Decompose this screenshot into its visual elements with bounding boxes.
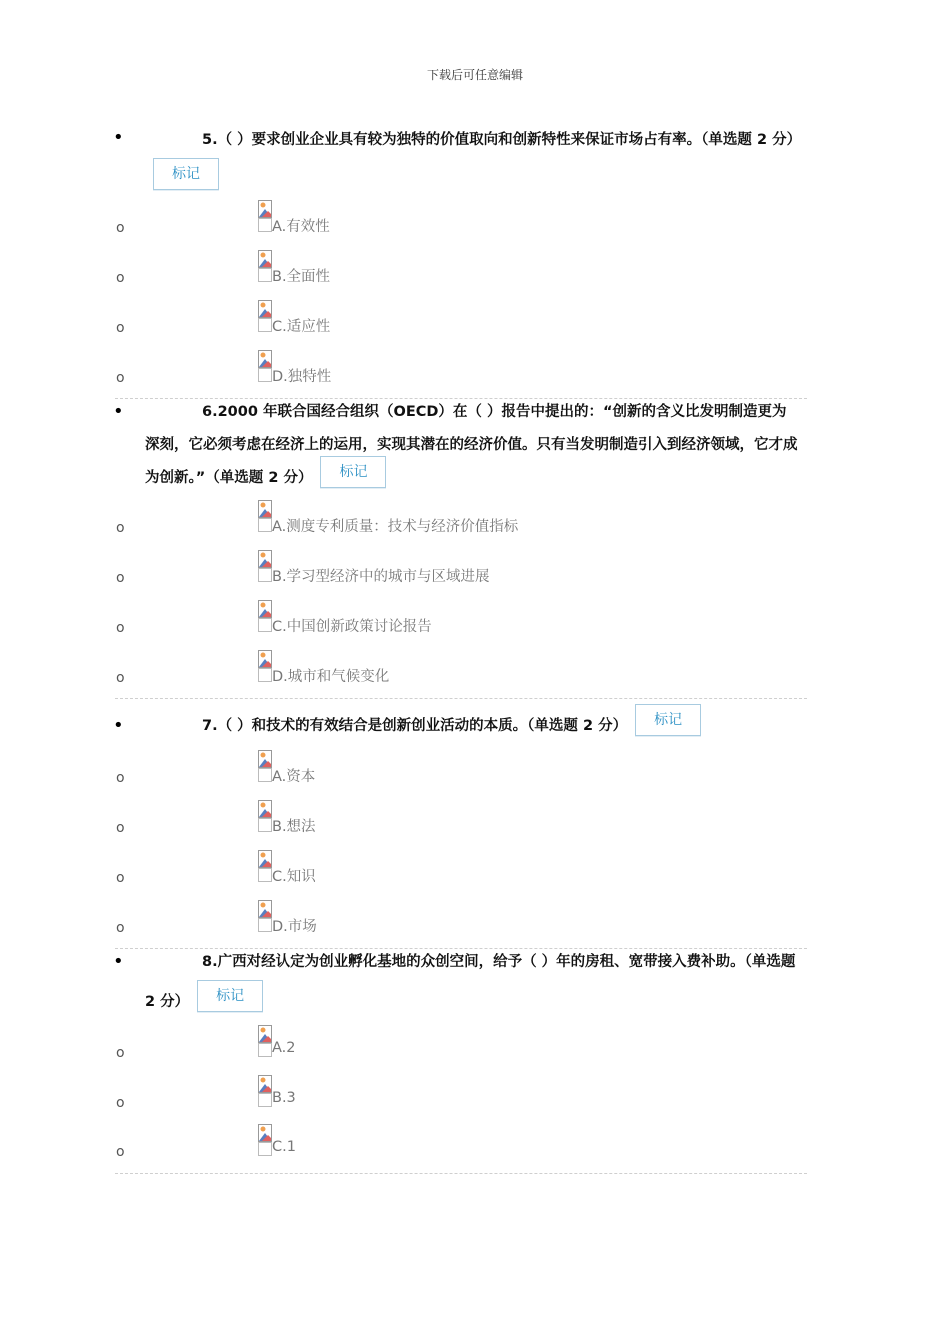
mark-button[interactable]: 标记 [197,980,263,1012]
option-row[interactable] [0,550,950,600]
radio-checkbox[interactable] [258,368,272,382]
option-label[interactable]: B.全面性 [272,269,331,285]
broken-image-icon [258,900,272,918]
radio-checkbox[interactable] [258,218,272,232]
option-row[interactable] [0,800,950,850]
bullet: • [113,715,124,736]
radio-checkbox[interactable] [258,318,272,332]
broken-image-icon [258,300,272,318]
radio-checkbox[interactable] [258,1142,272,1156]
option-marker: o [116,1095,125,1111]
option-row[interactable] [0,1124,950,1174]
option-row[interactable] [0,500,950,550]
option-label[interactable]: B.学习型经济中的城市与区域进展 [272,569,490,585]
option-marker: o [116,320,125,336]
option-label[interactable]: D.市场 [272,919,317,935]
question-text-content: 8.广西对经认定为创业孵化基地的众创空间，给予（ ）年的房租、宽带接入费补助。（单选题 2 分） [145,954,796,1010]
option-label[interactable]: D.城市和气候变化 [272,669,390,685]
option-marker: o [116,620,125,636]
option-label[interactable]: A.2 [272,1040,296,1056]
option-marker: o [116,870,125,886]
question-text [145,706,800,746]
option-label[interactable]: C.适应性 [272,319,331,335]
option-marker: o [116,220,125,236]
radio-checkbox[interactable] [258,868,272,882]
broken-image-icon [258,750,272,768]
broken-image-icon [258,800,272,818]
option-label[interactable]: C.中国创新政策讨论报告 [272,619,432,635]
option-row[interactable] [0,750,950,800]
option-row[interactable] [0,650,950,700]
page-header: 下载后可任意编辑 [426,68,523,82]
option-marker: o [116,270,125,286]
option-row[interactable] [0,300,950,350]
question-text [145,942,800,1022]
radio-checkbox[interactable] [258,1043,272,1057]
option-marker: o [116,1045,125,1061]
option-row[interactable] [0,1075,950,1125]
option-label[interactable]: B.3 [272,1090,296,1106]
mark-button[interactable]: 标记 [635,704,701,736]
bullet: • [113,951,124,972]
broken-image-icon [258,850,272,868]
broken-image-icon [258,1025,272,1043]
option-label[interactable]: D.独特性 [272,369,332,385]
bullet: • [113,127,124,148]
broken-image-icon [258,250,272,268]
option-marker: o [116,770,125,786]
option-marker: o [116,570,125,586]
radio-checkbox[interactable] [258,568,272,582]
option-row[interactable] [0,200,950,250]
radio-checkbox[interactable] [258,268,272,282]
question-text-content: 6.2000 年联合国经合组织（OECD）在（ ）报告中提出的：“创新的含义比发明制造更为深刻，它必须考虑在经济上的运用，实现其潜在的经济价值。只有当发明制造引入到经济领域，它才成为创新。”（单选题 2 分） [145,404,798,486]
mark-button[interactable]: 标记 [153,158,219,190]
question-text [145,120,800,200]
radio-checkbox[interactable] [258,518,272,532]
option-marker: o [116,670,125,686]
radio-checkbox[interactable] [258,918,272,932]
broken-image-icon [258,350,272,368]
option-marker: o [116,370,125,386]
broken-image-icon [258,500,272,518]
broken-image-icon [258,1075,272,1093]
option-marker: o [116,920,125,936]
question-text-content: 5.（ ）要求创业企业具有较为独特的价值取向和创新特性来保证市场占有率。（单选题 2 分） [202,132,802,148]
option-label[interactable]: C.知识 [272,869,316,885]
option-marker: o [116,1144,125,1160]
option-row[interactable] [0,250,950,300]
option-label[interactable]: A.测度专利质量：技术与经济价值指标 [272,519,519,535]
option-label[interactable]: A.有效性 [272,219,330,235]
option-label[interactable]: A.资本 [272,769,316,785]
bullet: • [113,401,124,422]
option-row[interactable] [0,1025,950,1075]
radio-checkbox[interactable] [258,768,272,782]
question-text-content: 7.（ ）和技术的有效结合是创新创业活动的本质。（单选题 2 分） [202,718,628,734]
option-label[interactable]: B.想法 [272,819,316,835]
option-row[interactable] [0,600,950,650]
option-marker: o [116,820,125,836]
question-text [145,396,800,495]
broken-image-icon [258,600,272,618]
mark-button[interactable]: 标记 [320,456,386,488]
radio-checkbox[interactable] [258,618,272,632]
broken-image-icon [258,200,272,218]
divider [115,698,807,699]
option-marker: o [116,520,125,536]
option-row[interactable] [0,350,950,400]
option-row[interactable] [0,850,950,900]
divider [115,1173,807,1174]
broken-image-icon [258,650,272,668]
broken-image-icon [258,550,272,568]
radio-checkbox[interactable] [258,668,272,682]
radio-checkbox[interactable] [258,818,272,832]
radio-checkbox[interactable] [258,1093,272,1107]
broken-image-icon [258,1124,272,1142]
option-label[interactable]: C.1 [272,1139,296,1155]
